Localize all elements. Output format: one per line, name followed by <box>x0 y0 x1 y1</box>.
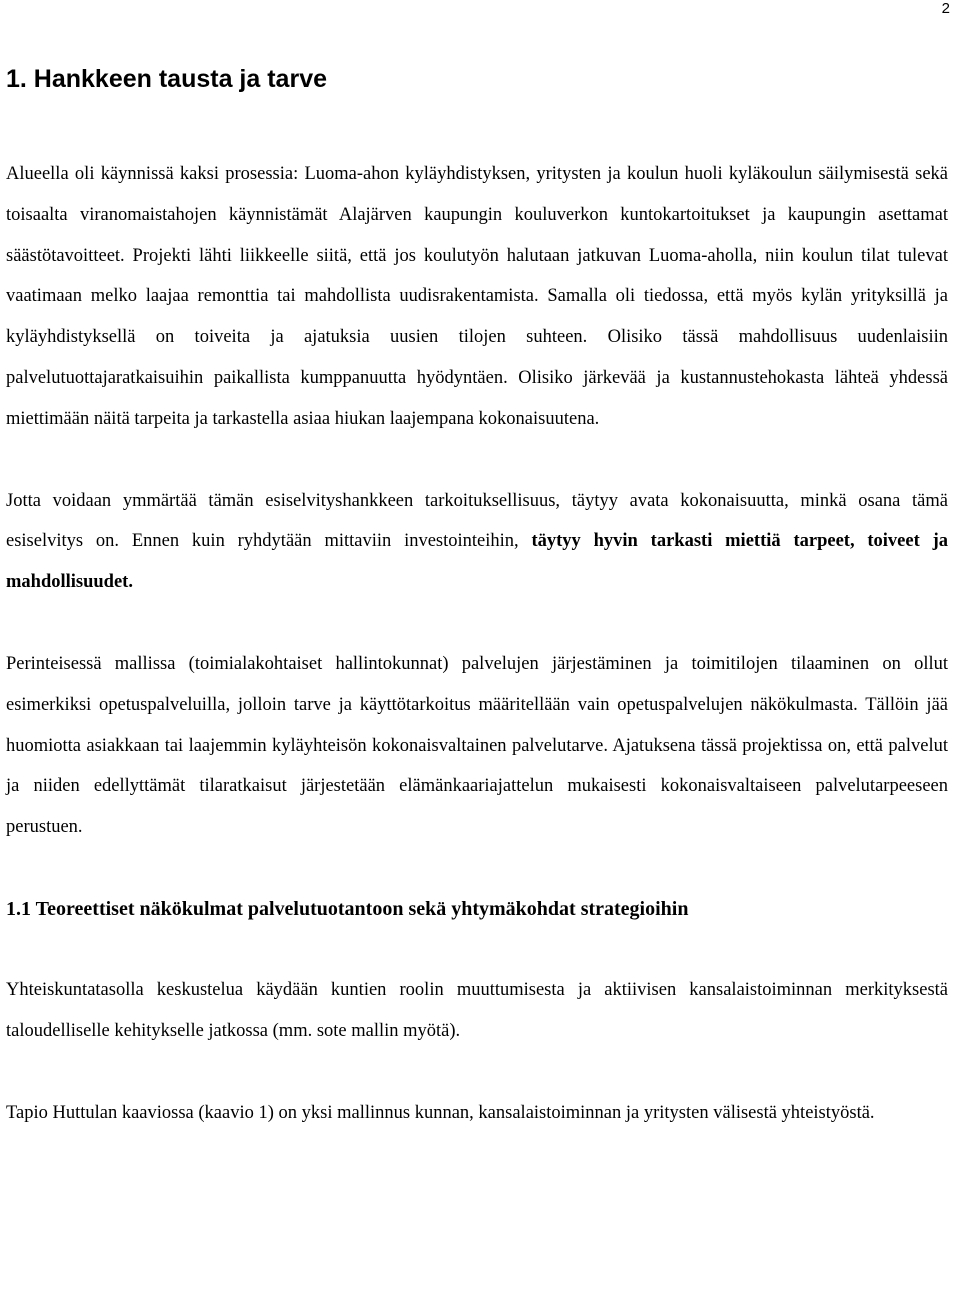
paragraph-society: Yhteiskuntatasolla keskustelua käydään kuntien roolin muuttumisesta ja aktiivisen kansalaistoiminnan merkityksestä taloudelliselle kehitykselle jatkossa (mm. sote mallin myötä). <box>6 979 948 1041</box>
paragraph-purpose-text: Jotta voidaan ymmärtää tämän esiselvityshankkeen tarkoituksellisuus, täytyy avata kokonaisuutta, minkä osana tämä esiselvitys on. Ennen kuin ryhdytään mittaviin investointeihin, <box>6 490 948 552</box>
document-body <box>6 62 948 1174</box>
paragraph-traditional-model: Perinteisessä mallissa (toimialakohtaiset hallintokunnat) palvelujen järjestäminen ja toimitilojen tilaaminen on ollut esimerkiksi opetuspalveluilla, jolloin tarve ja käyttötarkoitus määritellään vain opetuspalvelujen näkökulmasta. Tällöin jää huomiotta asiakkaan tai laajemmin kyläyhteisön kokonaisvaltainen palvelutarve. Ajatuksena tässä projektissa on, että palvelut ja niiden edellyttämät tilaratkaisut järjestetään elämänkaariajattelun mukaisesti kokonaisvaltaiseen palvelutarpeeseen perustuen. <box>6 653 948 838</box>
subsection-heading: 1.1 Teoreettiset näkökulmat palvelutuotantoon sekä yhtymäkohdat strategioihin <box>6 897 689 920</box>
paragraph-purpose-emphasis: täytyy hyvin tarkasti miettiä tarpeet, toiveet ja mahdollisuudet. <box>6 531 949 593</box>
section-heading: 1. Hankkeen tausta ja tarve <box>6 65 327 93</box>
paragraph-purpose <box>6 481 948 603</box>
page-number: 2 <box>941 0 950 17</box>
paragraph-background: Alueella oli käynnissä kaksi prosessia: Luoma-ahon kyläyhdistyksen, yritysten ja koulun huoli kyläkoulun säilymisestä sekä toisaalta viranomaistahojen käynnistämät Alajärven kaupungin kouluverkon kuntokartoitukset ja kaupungin asettamat säästötavoitteet. Projekti lähti liikkeelle siitä, että jos koulutyön halutaan jatkuvan Luoma-aholla, niin koulun tilat tulevat vaatimaan melko laajaa remonttia tai mahdollista uudisrakentamista. Samalla oli tiedossa, että myös kylän yrityksillä ja kyläyhdistyksellä on toiveita ja ajatuksia uusien tilojen suhteen. Olisiko tässä mahdollisuus uudenlaisiin palvelutuottajaratkaisuihin paikallista kumppanuutta hyödyntäen. Olisiko järkevää ja kustannustehokasta lähteä yhdessä miettimään näitä tarpeita ja tarkastella asiaa hiukan laajempana kokonaisuutena. <box>6 164 948 429</box>
paragraph-diagram-reference: Tapio Huttulan kaaviossa (kaavio 1) on yksi mallinnus kunnan, kansalaistoiminnan ja yritysten välisestä yhteistyöstä. <box>6 1102 875 1123</box>
